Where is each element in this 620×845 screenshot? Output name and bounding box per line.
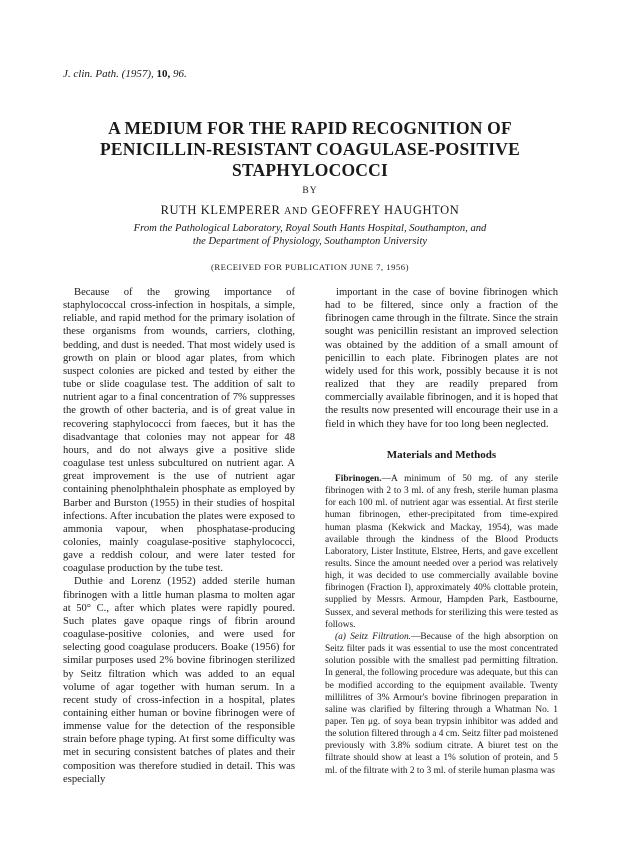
byline: BY [302, 186, 318, 196]
journal-page-number: 96. [172, 68, 187, 80]
fibrinogen-text: —A minimum of 50 mg. of any sterile fibrinogen with 2 to 3 ml. of any fresh, sterile human plasma for each 100 ml. of nutrient agar was essential. At first sterile human fibrinogen, ether-precipitated from time-expired human plasma (Kekwick and Mackay, 1954), was made available through the kindness of the Blood Products Laboratory, Lister Institute, Elstree, Herts, and gave excellent results. Since the amount needed over a period was relatively high, it was decided to use commercially available bovine fibrinogen (Fraction I), approximately 40% clottable protein, supplied by Messrs. Armour, Hampden Park, Eastbourne, Sussex, and several methods for sterilizing this were tested as follows. [325, 473, 558, 630]
author-first: RUTH KLEMPERER [160, 203, 281, 217]
received-date: (RECEIVED FOR PUBLICATION JUNE 7, 1956) [210, 262, 410, 272]
author-conjunction: AND [284, 206, 308, 217]
journal-citation [63, 68, 187, 80]
intro-paragraph-2: Duthie and Lorenz (1952) added sterile human fibrinogen with a little human plasma to molten agar at 50° C., after which plates were rapidly poured. Such plates gave opaque rings of fibrin around coagulase-positive colonies, and were used for selecting good coagulase producers. Boake (1956) for similar purposes used 2% bovine fibrinogen sterilized by Seitz filtration which was added to an equal volume of agar together with human serum. In a recent study of cross-infection in a hospital, plates containing either human or bovine fibrinogen were of immense value for the detection of the responsible strain before phage typing. At first some difficulty was met in securing consistent batches of plates and their composition was therefore studied in detail. This was especially [63, 576, 295, 785]
right-column [325, 286, 558, 777]
section-heading-materials-methods: Materials and Methods [386, 448, 497, 461]
fibrinogen-label: Fibrinogen. [335, 473, 382, 484]
title-line-2: PENICILLIN-RESISTANT COAGULASE-POSITIVE [100, 139, 520, 159]
affiliation-line-1: From the Pathological Laboratory, Royal South Hants Hospital, Southampton, and [133, 223, 487, 234]
intro-paragraph-3: important in the case of bovine fibrinogen which had to be filtered, since only a fraction of the fibrinogen came through in the filtrate. Since the strain sought was penicillin resistant an improved selection was obtained by the addition of a small amount of penicillin to each plate. Fibrinogen plates are not widely used for this work, possibly because it is not realized that they are readily prepared from commercially available fibrinogen, and it is hoped that the results now presented will encourage their use in a field in which they have for too long been neglected. [325, 287, 558, 430]
author-second: GEOFFREY HAUGHTON [311, 203, 460, 217]
fibrinogen-paragraph [325, 473, 558, 631]
title-line-1: A MEDIUM FOR THE RAPID RECOGNITION OF [108, 118, 512, 138]
seitz-text: —Because of the high absorption on Seitz filter pads it was essential to use the most concentrated solution possible with the smallest pad permitting filtration. In general, the following procedure was adequate, but this can be modified according to the equipment available. Twenty millilitres of 3% Armour's bovine fibrinogen preparation in saline was clarified by filtering through a Whatman No. 1 paper. Ten μg. of soya bean trypsin inhibitor was added and the solution filtered through a 4 cm. Seitz filter pad moistened previously with 3.8% sodium citrate. A biuret test on the filtrate should show at least a 1% solution of protein, and 5 ml. of the filtrate with 2 to 3 ml. of sterile human plasma was [325, 631, 559, 776]
title-line-3: STAPHYLOCOCCI [232, 160, 388, 180]
intro-paragraph-1: Because of the growing importance of staphylococcal cross-infection in hospitals, a simple, reliable, and rapid method for the primary isolation of these organisms from wounds, carriers, clothing, bedding, and dust is needed. That most widely used is growth on plain or blood agar plates, from which suspect colonies are picked and tested by either the tube or slide coagulase test. The addition of salt to nutrient agar to a final concentration of 7% suppresses the growth of other bacteria, and is of great value in recovering staphylococci from faeces, but it has the disadvantage that colonies may not appear for 48 hours, and do not always give a positive slide coagulase test unless subcultured on nutrient agar. A great improvement is the use of nutrient agar containing phenolphthalein phosphate as employed by Barber and Burston (1955) in their studies of hospital infections. After incubation the plates were exposed to ammonia vapour, when phosphatase-producing colonies, mainly coagulase-positive staphylococci, gave a reddish colour, and were later tested for coagulase production by the tube test. [63, 287, 295, 575]
article-title [40, 118, 580, 181]
left-column [63, 286, 295, 786]
journal-name: J. clin. Path. [63, 68, 119, 80]
journal-year: (1957), [121, 68, 154, 80]
affiliation-line-2: the Department of Physiology, Southampton University [192, 236, 428, 247]
seitz-paragraph [325, 631, 558, 777]
seitz-label: (a) Seitz Filtration. [335, 631, 412, 642]
affiliation [60, 222, 560, 248]
journal-volume: 10, [156, 68, 171, 80]
author-list [0, 203, 620, 218]
methods-text [325, 473, 558, 777]
